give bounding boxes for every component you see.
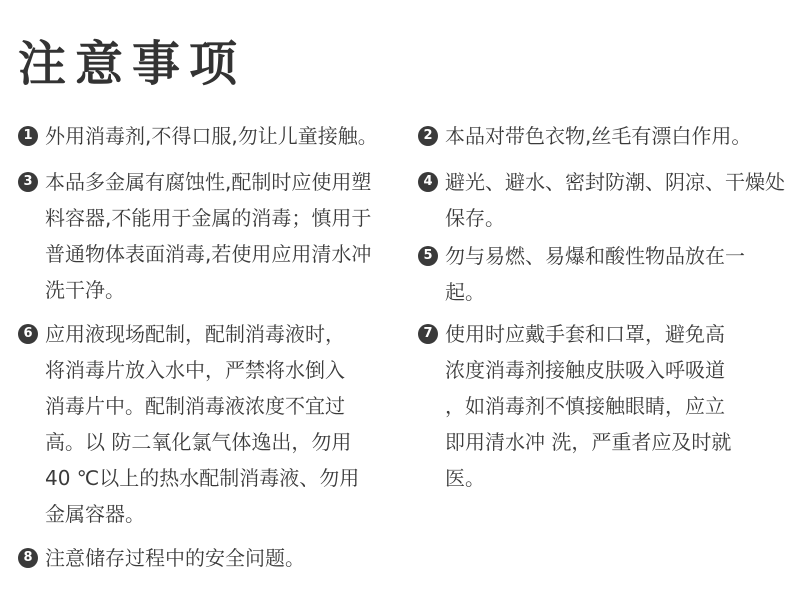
notice-text-line: 本品多金属有腐蚀性,配制时应使用塑 <box>45 170 372 194</box>
number-badge-4: 4 <box>418 172 438 192</box>
notice-text-line: 勿与易燃、易爆和酸性物品放在一 <box>445 244 745 268</box>
notice-text-line: 即用清水冲 洗，严重者应及时就 <box>445 430 732 454</box>
notice-text-line: 注意储存过程中的安全问题。 <box>45 546 305 570</box>
notice-text-line: 消毒片中。配制消毒液浓度不宜过 <box>45 394 345 418</box>
notice-text-line: 40 ℃以上的热水配制消毒液、勿用 <box>45 466 360 490</box>
notice-text-line: 应用液现场配制，配制消毒液时， <box>45 322 345 346</box>
number-badge-5: 5 <box>418 246 438 266</box>
notice-text-line: 料容器,不能用于金属的消毒；慎用于 <box>45 206 372 230</box>
number-badge-8: 8 <box>18 548 38 568</box>
notice-text-line: 洗干净。 <box>45 278 125 302</box>
notice-text-line: 医。 <box>445 466 485 490</box>
number-badge-7: 7 <box>418 324 438 344</box>
notice-text-line: 保存。 <box>445 206 505 230</box>
notice-text-line: 金属容器。 <box>45 502 145 526</box>
notice-text-line: 使用时应戴手套和口罩，避免高 <box>445 322 725 346</box>
number-badge-1: 1 <box>18 126 38 146</box>
number-badge-3: 3 <box>18 172 38 192</box>
notice-text-line: 将消毒片放入水中，严禁将水倒入 <box>45 358 345 382</box>
number-badge-6: 6 <box>18 324 38 344</box>
notice-text-line: ，如消毒剂不慎接触眼睛，应立 <box>445 394 725 418</box>
notice-text-line: 起。 <box>445 280 485 304</box>
notice-text-line: 浓度消毒剂接触皮肤吸入呼吸道 <box>445 358 725 382</box>
notice-text-line: 普通物体表面消毒,若使用应用清水冲 <box>45 242 372 266</box>
notice-text-line: 外用消毒剂,不得口服,勿让儿童接触。 <box>45 124 378 148</box>
notice-text-line: 高。以 防二氧化氯气体逸出，勿用 <box>45 430 352 454</box>
notice-text-line: 本品对带色衣物,丝毛有漂白作用。 <box>445 124 752 148</box>
number-badge-2: 2 <box>418 126 438 146</box>
notice-text-line: 避光、避水、密封防潮、阴凉、干燥处 <box>445 170 785 194</box>
page-title: 注意事项 <box>18 36 247 92</box>
